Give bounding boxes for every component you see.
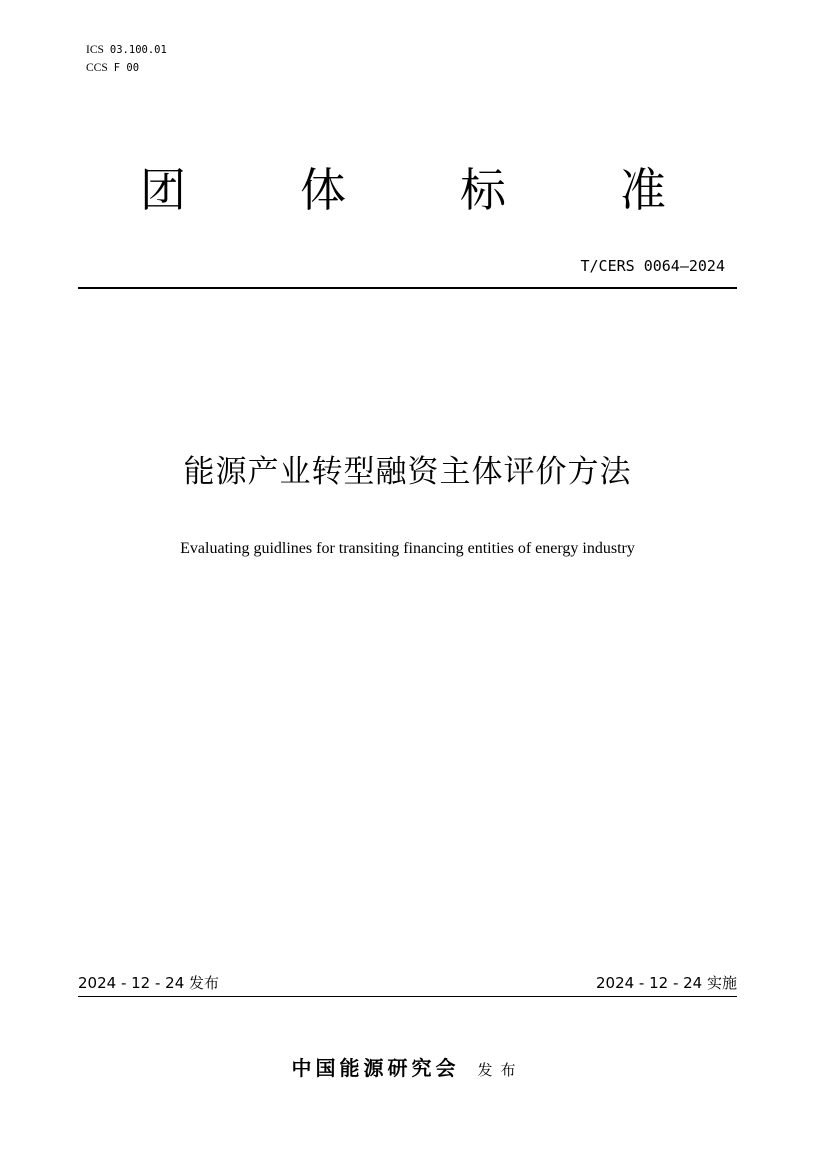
implementation-date: 2024 - 12 - 24 实施 — [595, 974, 737, 992]
ics-code — [86, 41, 167, 59]
standard-type-char: 标 — [460, 163, 506, 217]
standard-type-heading — [0, 160, 815, 220]
publisher-name: 中国能源研究会 — [291, 1056, 460, 1080]
publisher-action: 发布 — [477, 1061, 524, 1079]
ccs-label: CCS — [86, 62, 108, 74]
standard-type-char: 团 — [140, 163, 186, 217]
ccs-value: F 00 — [113, 62, 140, 74]
bottom-divider — [78, 996, 737, 997]
standard-type-char: 准 — [620, 163, 666, 217]
publisher-line — [0, 1054, 815, 1084]
ics-label: ICS — [86, 44, 104, 56]
classification-codes — [86, 41, 167, 77]
document-title-english: Evaluating guidlines for transiting financing entities of energy industry — [180, 540, 635, 557]
top-divider — [78, 287, 737, 289]
standard-type-char: 体 — [300, 163, 346, 217]
standard-number: T/CERS 0064—2024 — [580, 257, 725, 275]
issue-date: 2024 - 12 - 24 发布 — [78, 974, 220, 992]
ccs-code — [86, 59, 167, 77]
ics-value: 03.100.01 — [109, 44, 167, 56]
document-title-chinese: 能源产业转型融资主体评价方法 — [183, 454, 632, 490]
